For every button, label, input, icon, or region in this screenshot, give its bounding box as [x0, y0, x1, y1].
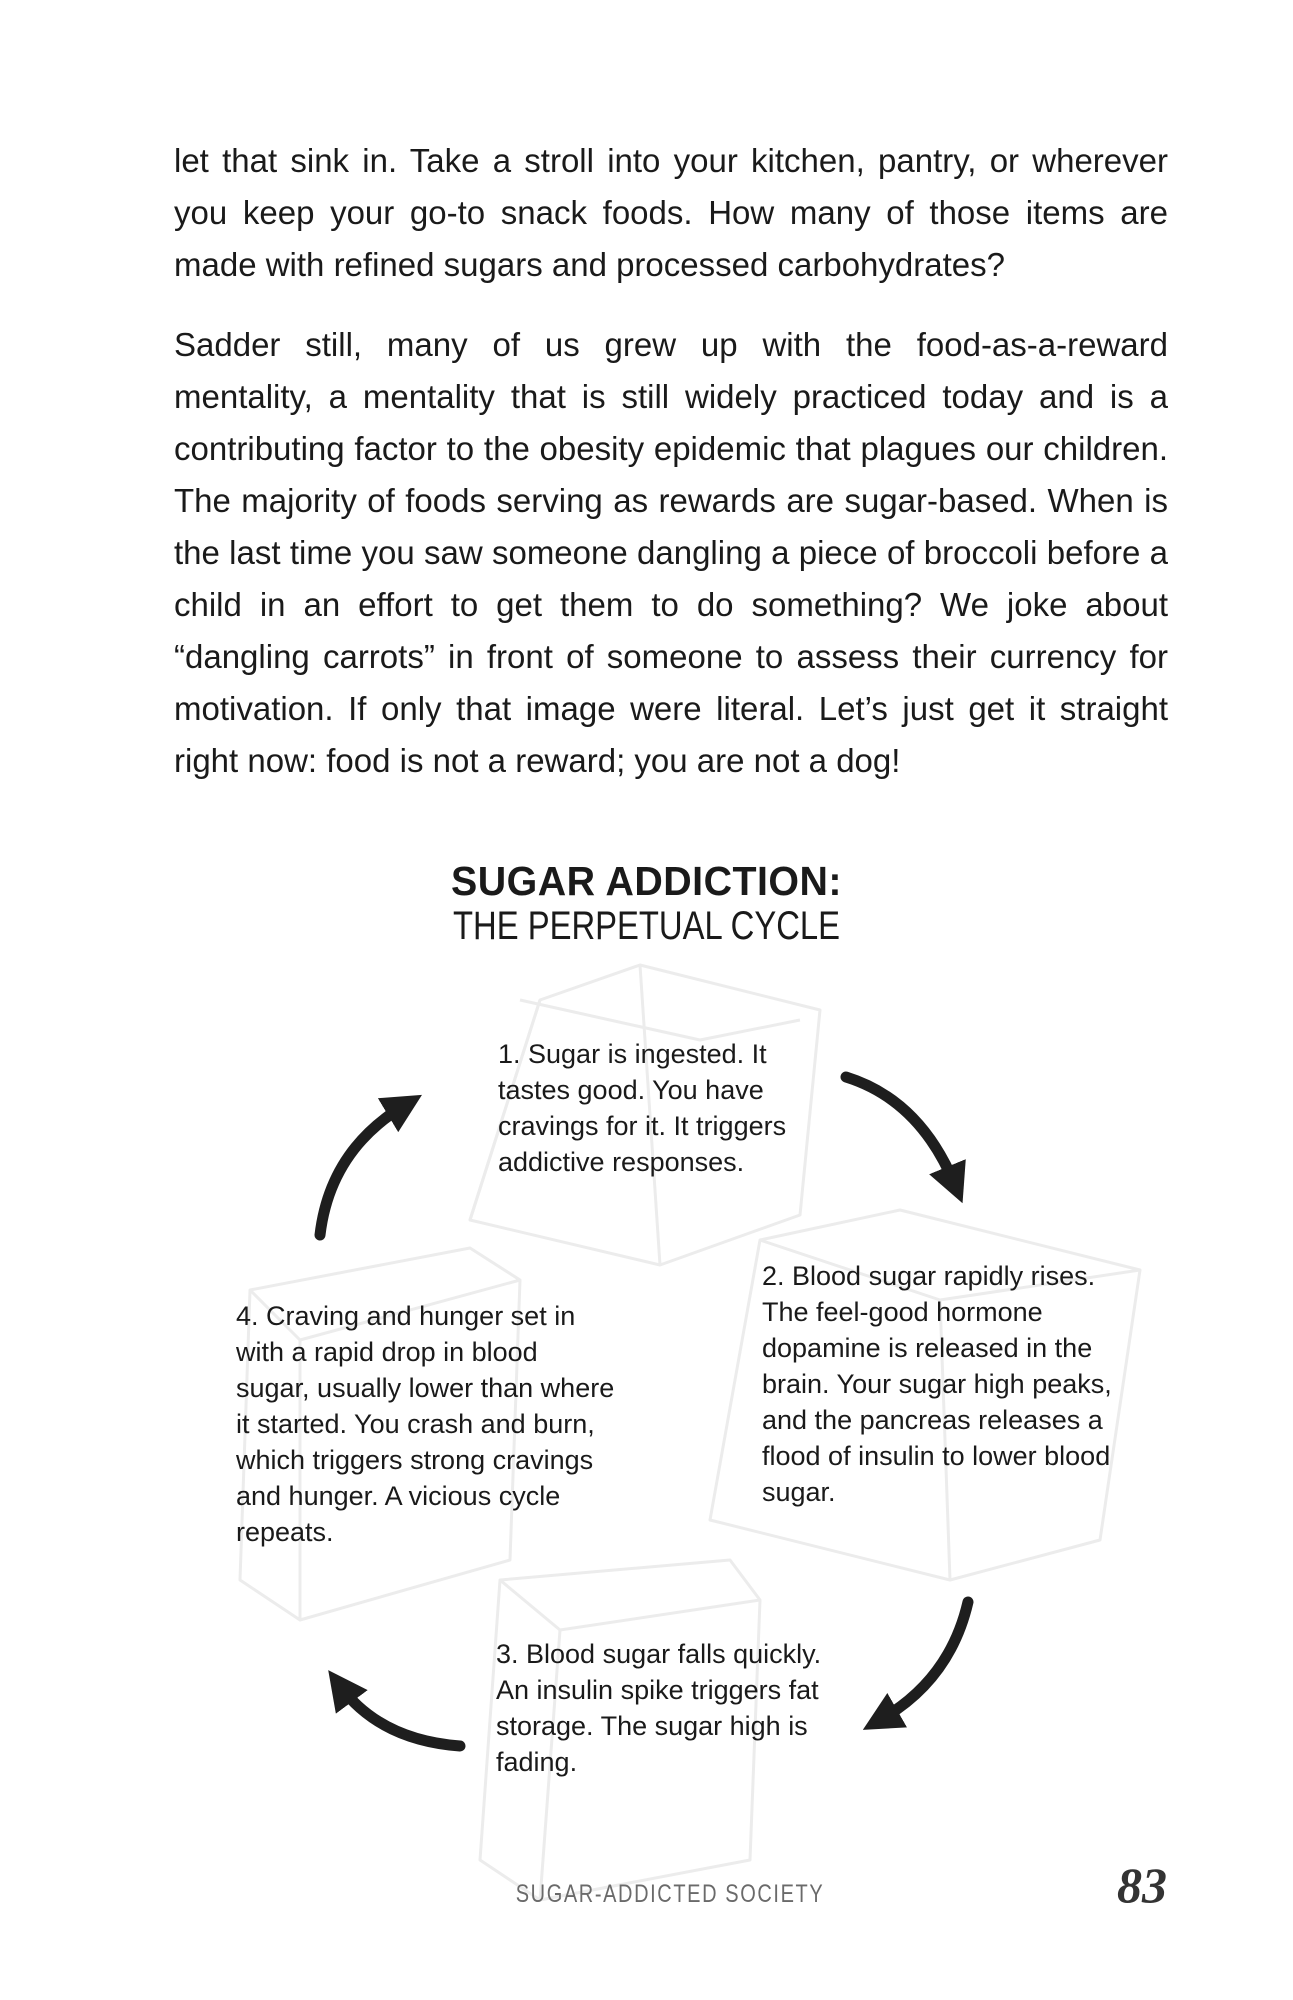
cycle-arrow-icon — [846, 1077, 955, 1185]
cycle-step-3: 3. Blood sugar falls quickly. An insulin spike triggers fat storage. The sugar high is fading. — [496, 1639, 822, 1777]
figure-title: SUGAR ADDICTION: — [450, 858, 843, 904]
cycle-step-4: 4. Craving and hunger set in with a rapid drop in blood sugar, usually lower than where it started. You crash and burn, which triggers strong cravings and hunger. A vicious cycle repeats. — [236, 1301, 615, 1547]
cycle-step-1: 1. Sugar is ingested. It tastes good. You have cravings for it. It triggers addictive responses. — [498, 1039, 787, 1177]
cycle-step-2: 2. Blood sugar rapidly rises. The feel-good hormone dopamine is released in the brain. Your sugar high peaks, and the pancreas releases a flood of insulin to lower blood sugar. — [762, 1261, 1112, 1507]
running-head: SUGAR-ADDICTED SOCIETY — [515, 1880, 825, 1908]
cycle-arrow-icon — [320, 1105, 405, 1235]
body-paragraph: Sadder still, many of us grew up with the food-as-a-reward mentality, a mentality that is still widely practiced today and is a contributing factor to the obesity epidemic that plagues our children. The majority of foods serving as rewards are sugar-based. When is the last time you saw someone dangling a piece of broccoli before a child in an effort to get them to do something? We joke about “dangling carrots” in front of someone to assess their currency for motivation. If only that image were literal. Let’s just get it straight right now: food is not a reward; you are not a dog! — [174, 326, 1168, 779]
cycle-arrow-icon — [340, 1686, 460, 1746]
page-number: 83 — [1117, 1857, 1167, 1913]
figure-subtitle: THE PERPETUAL CYCLE — [452, 904, 841, 948]
body-paragraph: let that sink in. Take a stroll into your kitchen, pantry, or wherever you keep your go-to snack foods. How many of those items are made with refined sugars and processed carbohydrates? — [174, 142, 1168, 283]
cycle-arrow-icon — [880, 1602, 968, 1720]
